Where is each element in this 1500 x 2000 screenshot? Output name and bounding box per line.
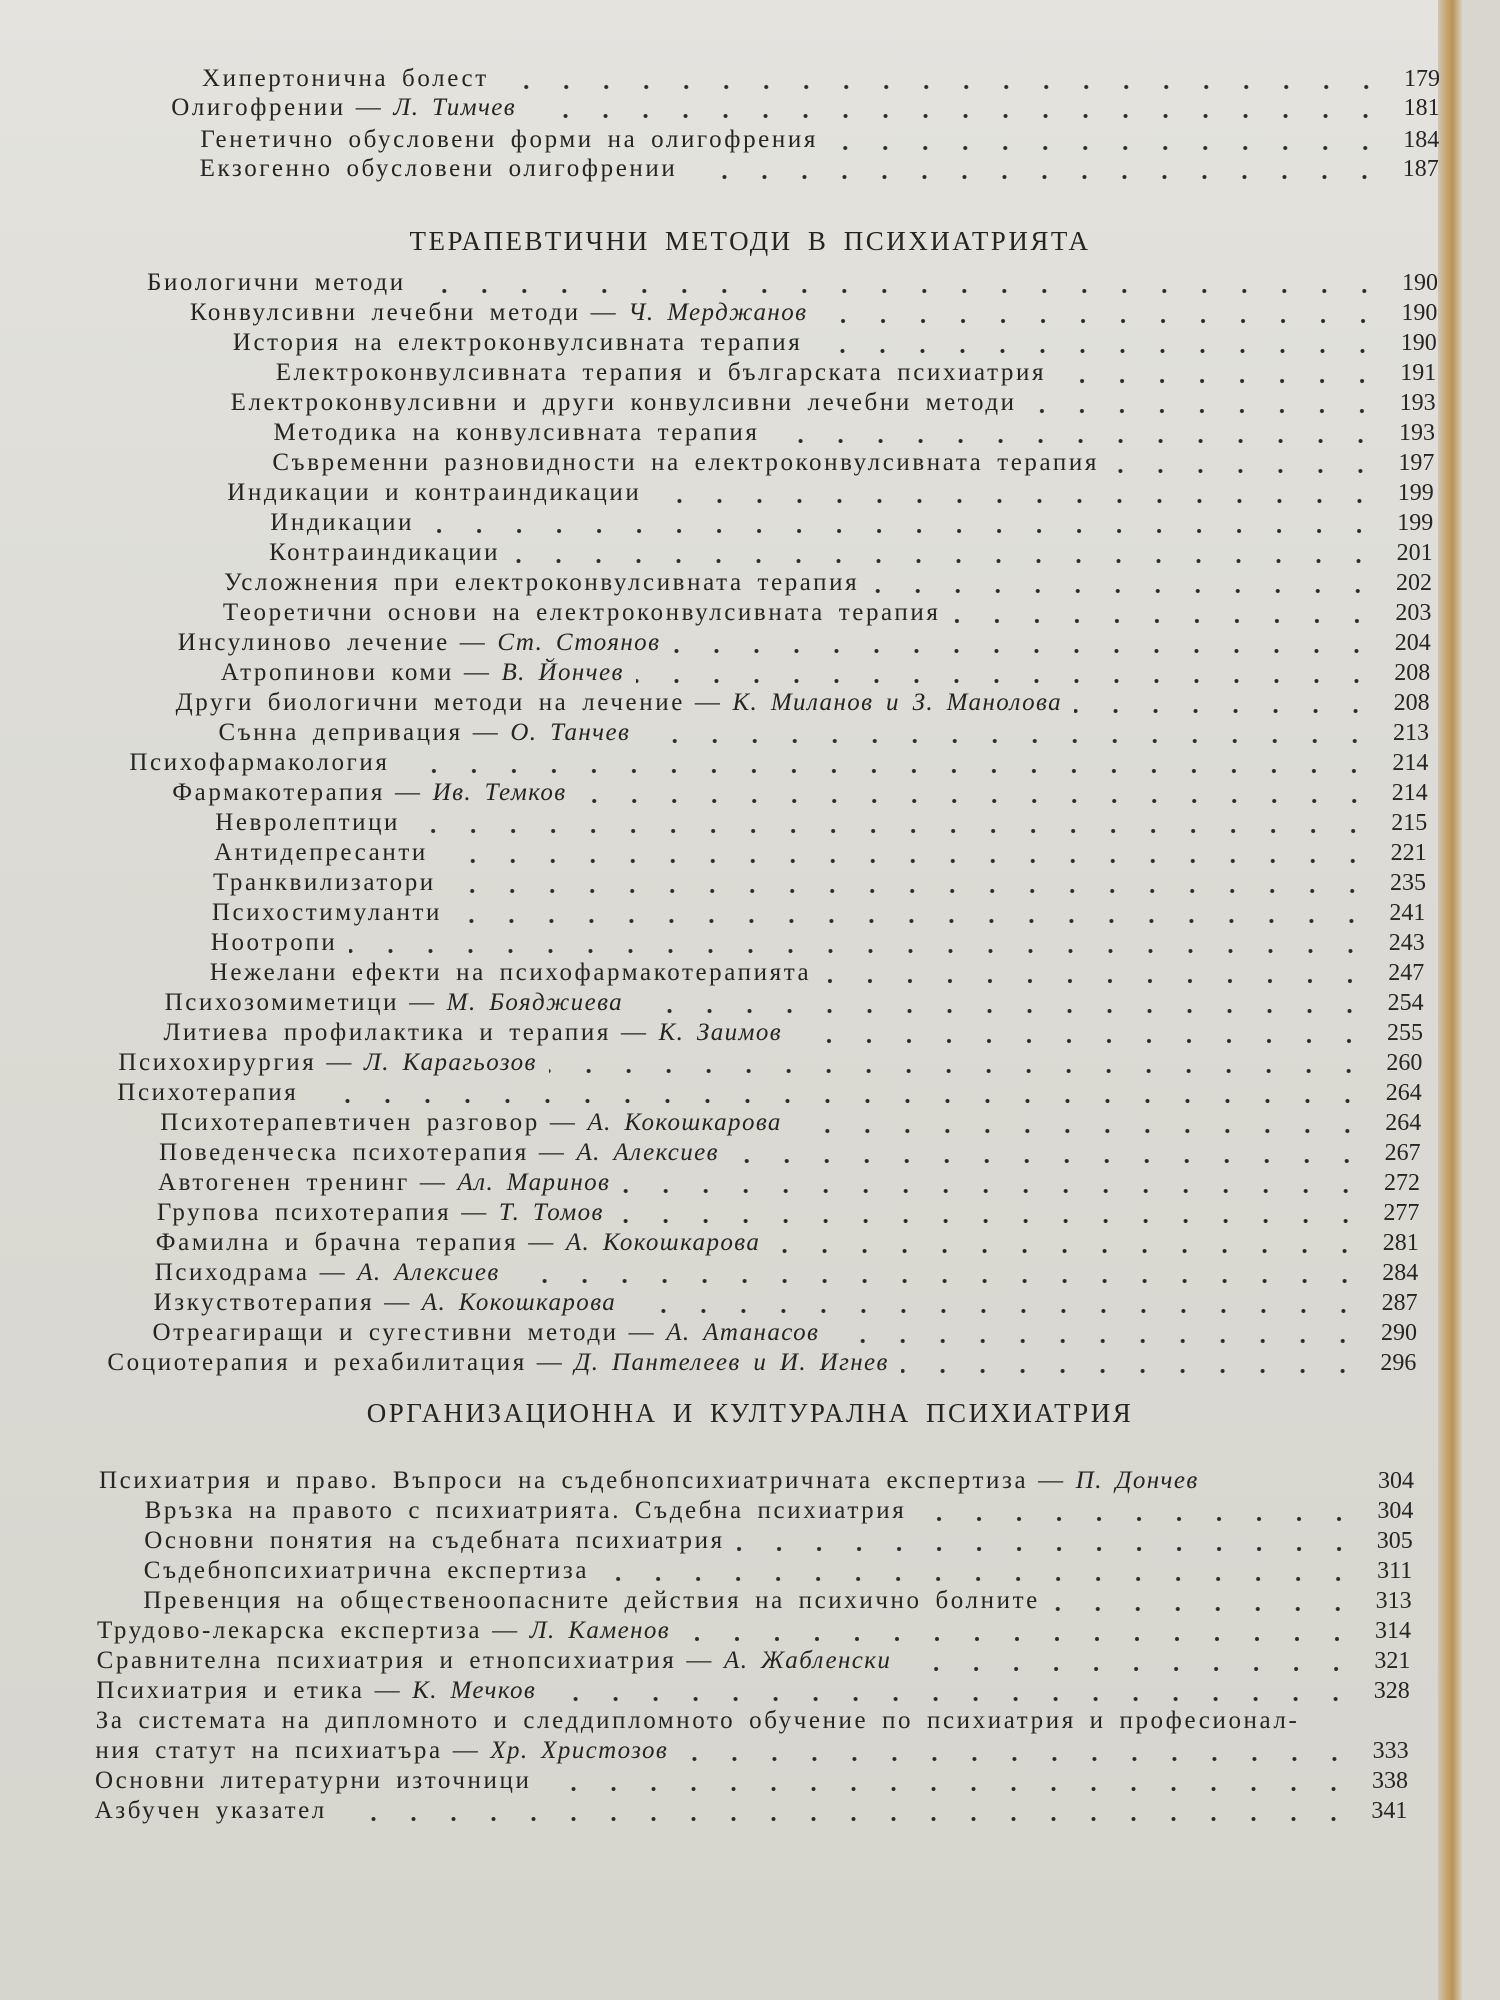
entry-title: Социотерапия и рехабилитация bbox=[107, 1349, 527, 1376]
entry-page-number: 264 bbox=[1385, 1080, 1422, 1106]
entry-title: Електроконвулсивната терапия и българската психиатрия bbox=[275, 359, 1047, 386]
toc-entry bbox=[210, 958, 1425, 988]
toc-entry bbox=[171, 93, 1439, 123]
entry-page-number: 197 bbox=[1398, 450, 1435, 476]
entry-title: Конвулсивни лечебни методи bbox=[189, 299, 581, 326]
dot-leader bbox=[772, 1228, 1367, 1258]
entry-page-number: 201 bbox=[1396, 540, 1433, 566]
toc-entry bbox=[97, 1616, 1411, 1646]
entry-title: Психиатрия и право. Въпроси на съдебнопсихиатричната експертиза bbox=[99, 1467, 1029, 1494]
dot-leader bbox=[512, 538, 1381, 568]
dot-leader bbox=[918, 1496, 1361, 1526]
dot-leader bbox=[543, 1766, 1356, 1796]
entry-title: Индикации bbox=[270, 509, 415, 536]
dot-leader bbox=[771, 418, 1383, 448]
entry-page-number: 190 bbox=[1402, 270, 1438, 296]
em-dash: — bbox=[694, 689, 723, 716]
dot-leader bbox=[1211, 1466, 1362, 1496]
entry-title: Инсулиново лечение bbox=[177, 629, 450, 656]
em-dash: — bbox=[472, 719, 501, 746]
toc-entry bbox=[219, 718, 1430, 748]
em-dash: — bbox=[621, 1019, 649, 1046]
toc-entry bbox=[172, 778, 1428, 808]
entry-page-number: 187 bbox=[1402, 156, 1439, 182]
entry-page-number: 338 bbox=[1372, 1768, 1408, 1794]
toc-entry bbox=[223, 598, 1432, 628]
entry-author: Ст. Стоянов bbox=[497, 629, 661, 656]
entry-page-number: 190 bbox=[1400, 330, 1437, 356]
entry-title: Теоретични основи на електроконвулсивната терапия bbox=[222, 599, 941, 626]
toc-entry bbox=[118, 1048, 1422, 1078]
entry-page-number: 179 bbox=[1404, 66, 1440, 92]
entry-title: Психостимуланти bbox=[211, 899, 442, 926]
dot-leader bbox=[426, 508, 1381, 538]
dot-leader bbox=[1052, 1586, 1360, 1616]
entry-author: В. Йончев bbox=[501, 659, 624, 686]
toc-entry bbox=[270, 508, 1433, 538]
toc-entry bbox=[164, 1018, 1424, 1048]
entry-title: Психофармакология bbox=[129, 749, 390, 776]
em-dash: — bbox=[492, 1617, 520, 1644]
toc-entry bbox=[165, 988, 1424, 1018]
entry-author: Ч. Мерджанов bbox=[628, 299, 808, 326]
dot-leader bbox=[635, 988, 1372, 1018]
em-dash: — bbox=[409, 989, 437, 1016]
toc-entry bbox=[227, 478, 1434, 508]
em-dash: — bbox=[686, 1647, 715, 1674]
entry-page-number: 290 bbox=[1381, 1320, 1417, 1346]
dot-leader bbox=[418, 268, 1386, 298]
dot-leader bbox=[689, 154, 1386, 184]
toc-entry bbox=[154, 1288, 1418, 1318]
em-dash: — bbox=[374, 1677, 403, 1704]
entry-page-number: 247 bbox=[1388, 960, 1425, 986]
entry-title: Превенция на общественоопасните действия на психично болните bbox=[143, 1587, 1040, 1614]
entry-title: Трудово-лекарска експертиза bbox=[97, 1617, 483, 1644]
toc-entry bbox=[144, 1526, 1413, 1556]
entry-title: Съвременни разновидности на електроконвулсивната терапия bbox=[272, 449, 1099, 476]
dot-leader bbox=[339, 1796, 1356, 1826]
entry-title: Психотерапия bbox=[117, 1079, 299, 1106]
dot-leader bbox=[401, 748, 1376, 778]
em-dash: — bbox=[419, 1169, 448, 1196]
entry-page-number: 304 bbox=[1378, 1468, 1414, 1494]
entry-page-number: 202 bbox=[1396, 570, 1432, 596]
entry-title: Основни литературни източници bbox=[95, 1767, 532, 1794]
entry-title: Усложнения при електроконвулсивната терапия bbox=[224, 569, 860, 596]
em-dash: — bbox=[538, 1139, 567, 1166]
toc-entry bbox=[158, 1168, 1420, 1198]
entry-author: М. Бояджиева bbox=[446, 989, 624, 1016]
entry-page-number: 267 bbox=[1384, 1140, 1421, 1166]
toc-entry bbox=[176, 688, 1430, 718]
entry-author: Хр. Христозов bbox=[490, 1737, 669, 1764]
toc-entry bbox=[99, 1466, 1414, 1496]
dot-leader bbox=[549, 1048, 1371, 1078]
entry-author: Ал. Маринов bbox=[457, 1169, 611, 1196]
entry-title: Екзогенно обусловени олигофрении bbox=[199, 155, 678, 182]
dot-leader bbox=[454, 898, 1373, 928]
entry-page-number: 193 bbox=[1399, 390, 1436, 416]
dot-leader bbox=[1074, 688, 1378, 718]
toc-entry bbox=[129, 748, 1428, 778]
entry-page-number: 264 bbox=[1385, 1110, 1422, 1136]
toc-entry bbox=[215, 808, 1427, 838]
entry-title: Транквилизатори bbox=[213, 869, 436, 896]
entry-page-number: 304 bbox=[1377, 1498, 1414, 1524]
entry-title: Психиатрия и етика bbox=[96, 1677, 365, 1704]
dot-leader bbox=[794, 1018, 1371, 1048]
entry-author: Т. Томов bbox=[498, 1199, 604, 1226]
section-heading-organization: ОРГАНИЗАЦИОННА И КУЛТУРАЛНА ПСИХИАТРИЯ bbox=[366, 1398, 1134, 1428]
entry-title: Ноотропи bbox=[210, 929, 338, 956]
em-dash: — bbox=[355, 94, 384, 121]
toc-entry bbox=[190, 298, 1438, 328]
entry-title: Азбучен указател bbox=[94, 1797, 327, 1824]
dot-leader bbox=[830, 125, 1387, 155]
entry-title: Индикации и контраиндикации bbox=[227, 479, 642, 506]
entry-page-number: 287 bbox=[1381, 1290, 1418, 1316]
toc-entry bbox=[144, 1556, 1412, 1586]
entry-page-number: 213 bbox=[1393, 720, 1429, 746]
dot-leader bbox=[737, 1526, 1361, 1556]
entry-page-number: 284 bbox=[1382, 1260, 1419, 1286]
dot-leader bbox=[901, 1348, 1365, 1378]
entry-page-number: 305 bbox=[1376, 1528, 1413, 1554]
entry-page-number: 199 bbox=[1397, 480, 1434, 506]
em-dash: — bbox=[326, 1049, 354, 1076]
entry-page-number: 255 bbox=[1387, 1020, 1423, 1046]
toc-entry bbox=[143, 1586, 1411, 1616]
entry-title: Фамилна и брачна терапия bbox=[155, 1229, 519, 1256]
dot-leader bbox=[653, 478, 1381, 508]
entry-page-number: 214 bbox=[1392, 750, 1429, 776]
em-dash: — bbox=[461, 1199, 489, 1226]
entry-author: А. Кокошкарова bbox=[587, 1109, 782, 1136]
entry-author: Л. Каменов bbox=[529, 1617, 671, 1644]
entry-page-number: 191 bbox=[1400, 360, 1437, 386]
toc-entry bbox=[96, 1706, 1409, 1736]
dot-leader bbox=[819, 298, 1385, 328]
entry-title: Невролептици bbox=[215, 809, 401, 836]
entry-author: Ив. Темков bbox=[432, 779, 567, 806]
entry-author: А. Алексиев bbox=[357, 1259, 500, 1286]
entry-author: Л. Карагьозов bbox=[363, 1049, 537, 1076]
entry-author: А. Кокошкарова bbox=[421, 1289, 617, 1316]
dot-leader bbox=[628, 1288, 1365, 1318]
entry-page-number: 241 bbox=[1389, 900, 1426, 926]
toc-entry bbox=[156, 1228, 1419, 1258]
entry-page-number: 203 bbox=[1395, 600, 1432, 626]
dot-leader bbox=[642, 718, 1377, 748]
entry-title: Фармакотерапия bbox=[172, 779, 386, 806]
entry-page-number: 272 bbox=[1384, 1170, 1420, 1196]
entry-title: За системата на дипломното и следдипломното обучение по психиатрия и професионал- bbox=[95, 1707, 1300, 1734]
entry-page-number: 313 bbox=[1375, 1588, 1412, 1614]
entry-title: Контраиндикации bbox=[269, 539, 501, 566]
entry-title: История на електроконвулсивната терапия bbox=[232, 329, 803, 356]
dot-leader bbox=[814, 328, 1384, 358]
dot-leader bbox=[1111, 448, 1382, 478]
entry-title: Психозомиметици bbox=[164, 989, 400, 1016]
entry-page-number: 199 bbox=[1397, 510, 1434, 536]
entry-title: Сънна депривация bbox=[218, 719, 463, 746]
dot-leader bbox=[448, 868, 1374, 898]
dot-leader bbox=[1311, 1706, 1357, 1736]
entry-page-number: 296 bbox=[1380, 1350, 1417, 1376]
toc-entry bbox=[200, 154, 1439, 184]
dot-leader bbox=[440, 838, 1375, 868]
dot-leader bbox=[601, 1556, 1360, 1586]
toc-entry bbox=[96, 1676, 1410, 1706]
entry-author: А. Кокошкарова bbox=[565, 1229, 761, 1256]
entry-title: Нежелани ефекти на психофармакотерапията bbox=[209, 959, 812, 986]
adjacent-page bbox=[1462, 0, 1500, 2000]
entry-title: Психотерапевтичен разговор bbox=[160, 1109, 540, 1136]
dot-leader bbox=[1029, 388, 1384, 418]
em-dash: — bbox=[459, 629, 488, 656]
entry-page-number: 254 bbox=[1387, 990, 1424, 1016]
dot-leader bbox=[1058, 358, 1384, 388]
dot-leader bbox=[831, 1318, 1365, 1348]
entry-title: Методика на конвулсивната терапия bbox=[273, 419, 760, 446]
toc-entry bbox=[160, 1108, 1421, 1138]
dot-leader bbox=[903, 1646, 1358, 1676]
entry-page-number: 333 bbox=[1372, 1738, 1409, 1764]
toc-entry bbox=[117, 1078, 1422, 1108]
toc-entry bbox=[200, 125, 1439, 155]
toc-entry bbox=[233, 328, 1437, 358]
entry-title: Психохирургия bbox=[118, 1049, 317, 1076]
dot-leader bbox=[616, 1198, 1368, 1228]
dot-leader bbox=[528, 93, 1388, 123]
dot-leader bbox=[548, 1676, 1358, 1706]
em-dash: — bbox=[536, 1349, 565, 1376]
entry-title: Съдебнопсихиатрична експертиза bbox=[143, 1557, 590, 1584]
toc-entry bbox=[178, 628, 1431, 658]
entry-author: Л. Тимчев bbox=[393, 94, 517, 121]
entry-page-number: 193 bbox=[1399, 420, 1435, 446]
em-dash: — bbox=[628, 1319, 657, 1346]
entry-title: Антидепресанти bbox=[214, 839, 428, 866]
toc-entry bbox=[202, 64, 1440, 94]
dot-leader bbox=[622, 1168, 1368, 1198]
entry-author: П. Дончев bbox=[1075, 1467, 1199, 1494]
entry-author: К. Мечков bbox=[412, 1677, 537, 1704]
entry-title: Хипертонична болест bbox=[202, 65, 489, 92]
toc-entry bbox=[276, 358, 1437, 388]
entry-page-number: 204 bbox=[1394, 630, 1431, 656]
entry-title: Връзка на правото с психиатрията. Съдебна психиатрия bbox=[144, 1497, 907, 1524]
entry-page-number: 190 bbox=[1401, 300, 1438, 326]
entry-page-number: 328 bbox=[1373, 1678, 1410, 1704]
entry-title: Електроконвулсивни и други конвулсивни лечебни методи bbox=[230, 389, 1017, 416]
entry-page-number: 314 bbox=[1375, 1618, 1411, 1644]
entry-page-number: 321 bbox=[1374, 1648, 1411, 1674]
entry-author: Д. Пантелеев и И. Игнев bbox=[574, 1349, 889, 1376]
section-heading-therapy: ТЕРАПЕВТИЧНИ МЕТОДИ В ПСИХИАТРИЯТА bbox=[409, 226, 1091, 256]
entry-page-number: 184 bbox=[1403, 127, 1440, 153]
toc-entry bbox=[107, 1348, 1416, 1378]
entry-title: Изкуствотерапия bbox=[153, 1289, 375, 1316]
toc-entry bbox=[231, 388, 1436, 418]
entry-author: А. Атанасов bbox=[666, 1319, 820, 1346]
em-dash: — bbox=[1038, 1467, 1066, 1494]
toc-entry bbox=[153, 1318, 1418, 1348]
entry-author: А. Алексиев bbox=[576, 1139, 719, 1166]
toc-entry bbox=[221, 658, 1431, 688]
dot-leader bbox=[952, 598, 1379, 628]
dot-leader bbox=[636, 658, 1378, 688]
entry-page-number: 260 bbox=[1386, 1050, 1423, 1076]
toc-entry bbox=[213, 868, 1426, 898]
entry-author: А. Жабленски bbox=[724, 1647, 892, 1674]
entry-title: Поведенческа психотерапия bbox=[159, 1139, 529, 1166]
em-dash: — bbox=[319, 1259, 348, 1286]
entry-page-number: 214 bbox=[1391, 780, 1428, 806]
dot-leader bbox=[349, 928, 1372, 958]
toc-entry bbox=[272, 448, 1434, 478]
entry-page-number: 208 bbox=[1394, 660, 1431, 686]
dot-leader bbox=[823, 958, 1372, 988]
dot-leader bbox=[672, 628, 1378, 658]
entry-page-number: 215 bbox=[1391, 810, 1428, 836]
entry-page-number: 243 bbox=[1388, 930, 1425, 956]
em-dash: — bbox=[549, 1109, 578, 1136]
dot-leader bbox=[731, 1138, 1369, 1168]
toc-entry bbox=[145, 1496, 1414, 1526]
dot-leader bbox=[682, 1616, 1359, 1646]
entry-page-number: 221 bbox=[1390, 840, 1427, 866]
toc-entry bbox=[224, 568, 1432, 598]
toc-entry bbox=[159, 1138, 1421, 1168]
entry-author: К. Миланов и З. Манолова bbox=[732, 689, 1063, 716]
entry-page-number: 208 bbox=[1393, 690, 1430, 716]
entry-title: Други биологични методи на лечение bbox=[175, 689, 685, 716]
entry-page-number: 181 bbox=[1403, 95, 1440, 121]
dot-leader bbox=[501, 64, 1388, 94]
dot-leader bbox=[412, 808, 1375, 838]
entry-author: К. Заимов bbox=[658, 1019, 782, 1046]
toc-entry bbox=[97, 1646, 1411, 1676]
entry-page-number: 341 bbox=[1371, 1798, 1408, 1824]
toc-entry bbox=[157, 1198, 1420, 1228]
toc-entry bbox=[269, 538, 1433, 568]
em-dash: — bbox=[452, 1737, 481, 1764]
toc-entry bbox=[155, 1258, 1419, 1288]
entry-title: Психодрама bbox=[154, 1259, 310, 1286]
em-dash: — bbox=[384, 1289, 412, 1316]
toc-entry bbox=[274, 418, 1436, 448]
dot-leader bbox=[310, 1078, 1370, 1108]
toc-entry bbox=[95, 1796, 1408, 1826]
toc-entry bbox=[214, 838, 1427, 868]
entry-title: Литиева профилактика и терапия bbox=[163, 1019, 611, 1046]
entry-author: О. Танчев bbox=[510, 719, 631, 746]
dot-leader bbox=[680, 1736, 1356, 1766]
em-dash: — bbox=[528, 1229, 556, 1256]
em-dash: — bbox=[395, 779, 423, 806]
entry-title: ния статут на психиатъра bbox=[95, 1737, 443, 1764]
dot-leader bbox=[512, 1258, 1367, 1288]
toc-entry bbox=[211, 928, 1425, 958]
entry-title: Атропинови коми bbox=[220, 659, 454, 686]
entry-title: Биологични методи bbox=[147, 269, 406, 296]
entry-title: Генетично обусловени форми на олигофрения bbox=[200, 126, 818, 153]
toc-entry bbox=[95, 1736, 1408, 1766]
entry-page-number: 311 bbox=[1377, 1558, 1413, 1584]
toc-entry bbox=[147, 268, 1438, 298]
entry-title: Олигофрении bbox=[171, 94, 346, 121]
em-dash: — bbox=[463, 659, 492, 686]
toc-entry bbox=[95, 1766, 1408, 1796]
dot-leader bbox=[871, 568, 1380, 598]
entry-page-number: 235 bbox=[1390, 870, 1426, 896]
entry-title: Групова психотерапия bbox=[156, 1199, 452, 1226]
entry-title: Основни понятия на съдебната психиатрия bbox=[144, 1527, 725, 1554]
entry-page-number: 277 bbox=[1383, 1200, 1420, 1226]
entry-title: Автогенен тренинг bbox=[158, 1169, 410, 1196]
dot-leader bbox=[794, 1108, 1369, 1138]
page-gutter-shadow bbox=[1438, 0, 1462, 2000]
dot-leader bbox=[579, 778, 1376, 808]
toc-entry bbox=[212, 898, 1426, 928]
em-dash: — bbox=[590, 299, 619, 326]
entry-title: Отреагиращи и сугестивни методи bbox=[152, 1319, 619, 1346]
entry-title: Сравнителна психиатрия и етнопсихиатрия bbox=[96, 1647, 677, 1674]
entry-page-number: 281 bbox=[1382, 1230, 1419, 1256]
